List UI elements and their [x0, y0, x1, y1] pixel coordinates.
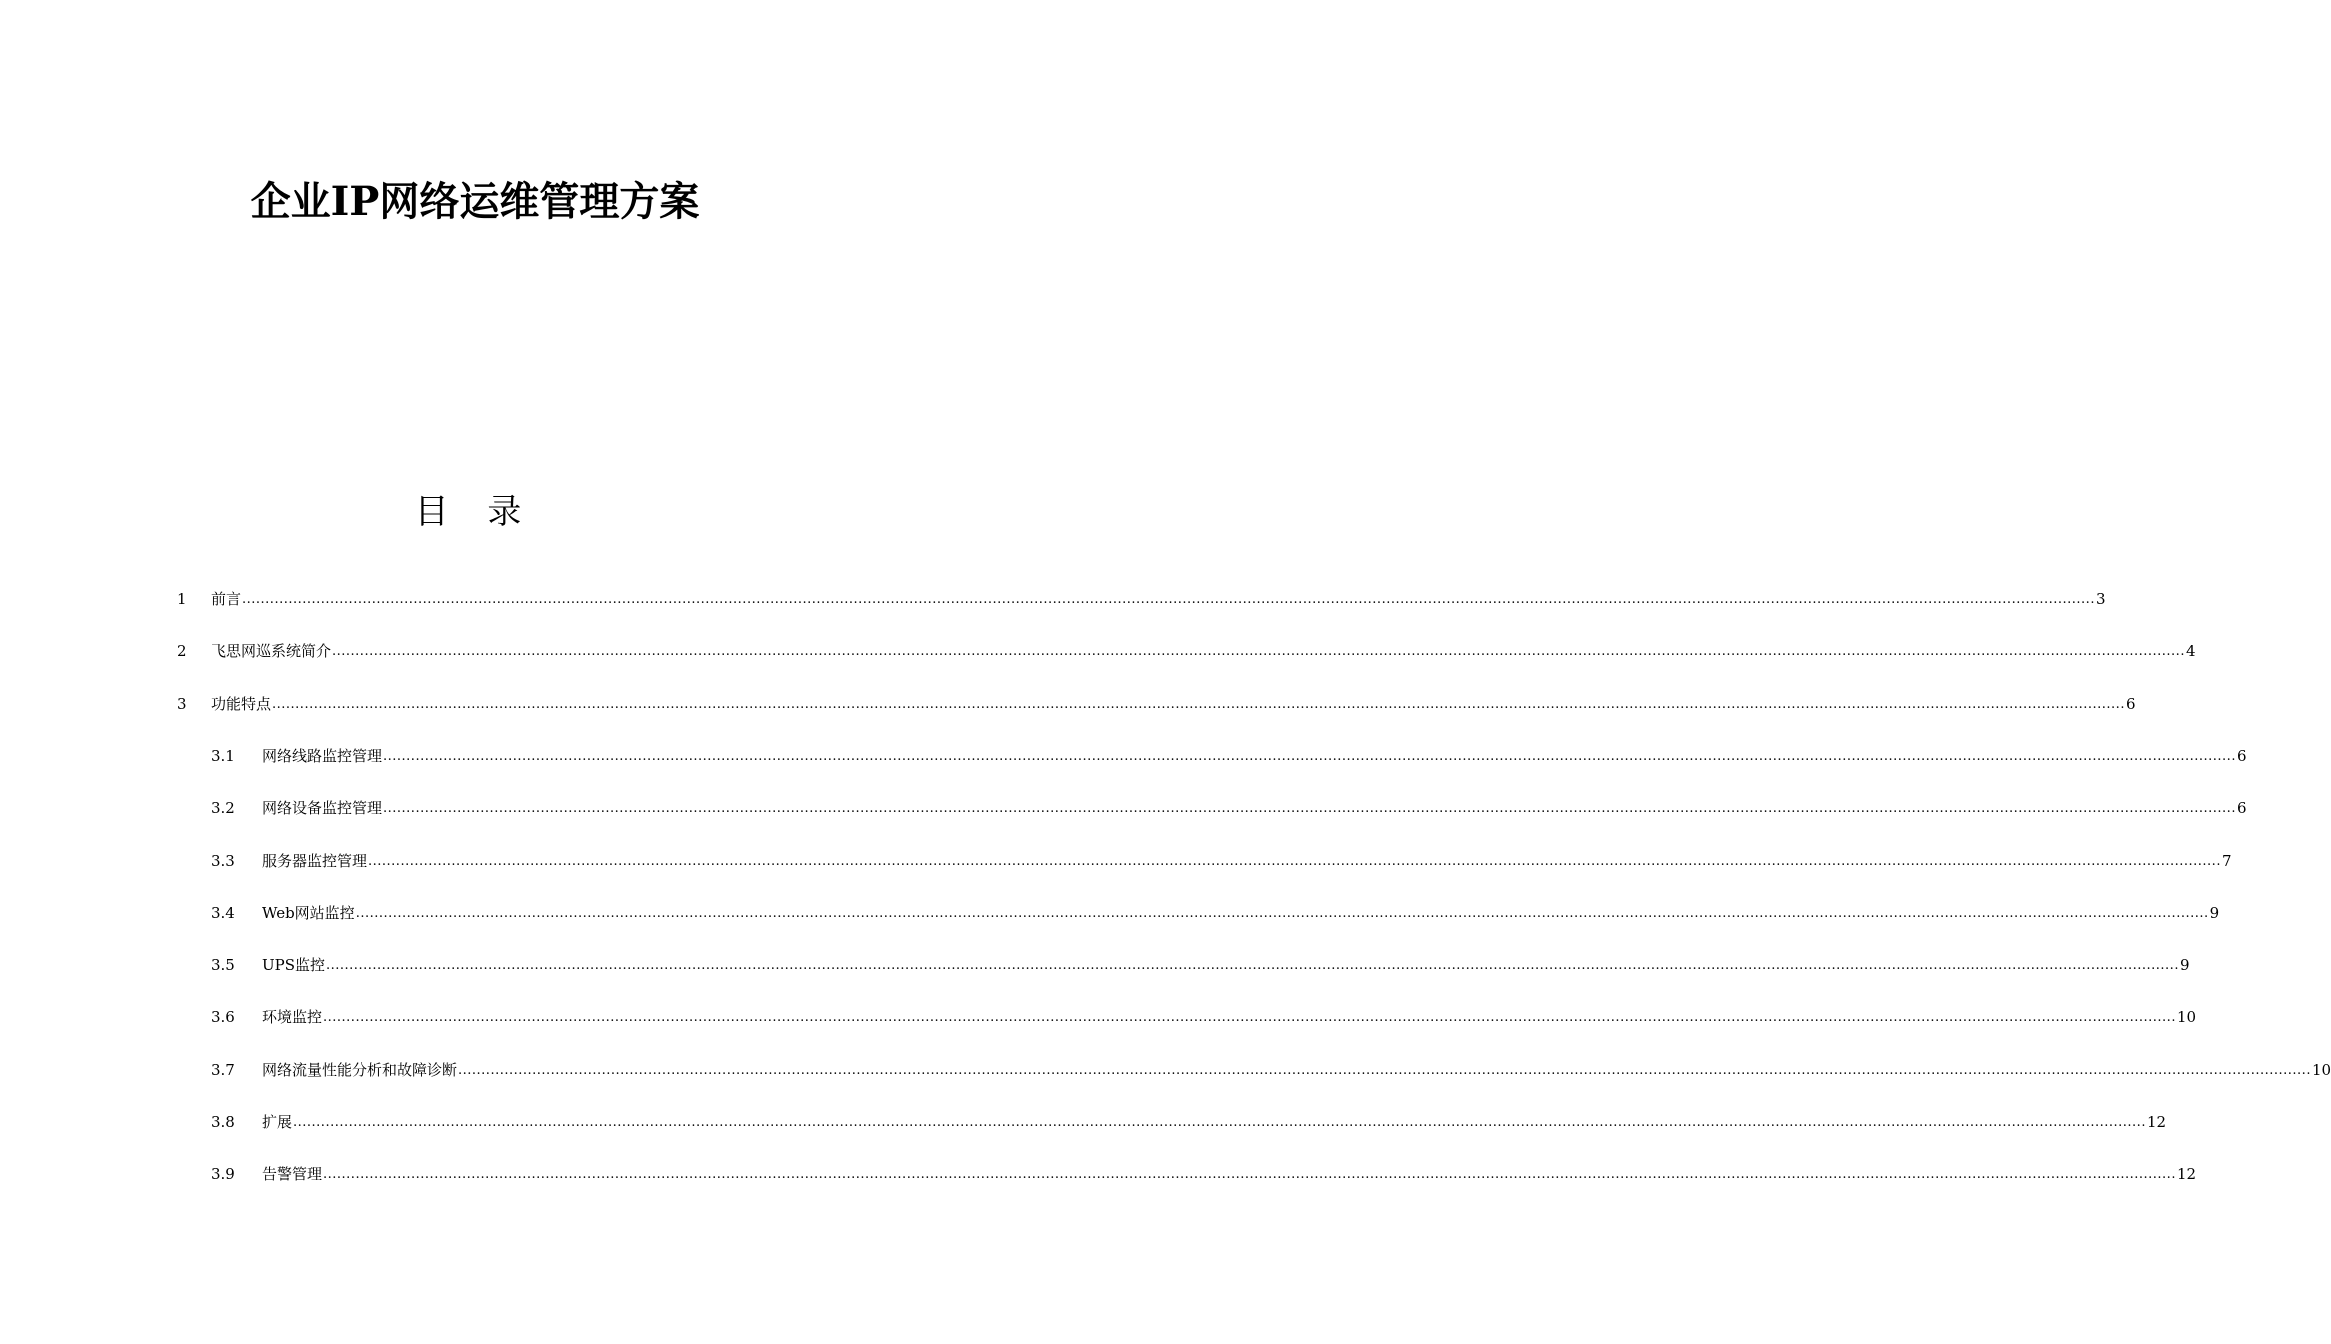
- toc-entry-page: 10: [2311, 1060, 2331, 1079]
- toc-entry-number: 3.6: [211, 1008, 235, 1027]
- toc-entry-label: 飞思网巡系统简介: [211, 642, 332, 661]
- toc-entry-number: 3.4: [211, 903, 235, 922]
- toc-entry-label: 网络流量性能分析和故障诊断: [262, 1060, 458, 1079]
- toc-dot-leader: ................................................................................................................................................................................................................................................................................................................................................................................................................: [242, 592, 2095, 607]
- toc-entry[interactable]: [0, 796, 2247, 820]
- toc-entry-page: 7: [2221, 851, 2232, 870]
- toc-dot-leader: ................................................................................................................................................................................................................................................................................................................................................................................................................: [383, 801, 2236, 817]
- document-title: 企业IP网络运维管理方案: [250, 178, 700, 225]
- toc-dot-leader: ................................................................................................................................................................................................................................................................................................................................................................................................................: [272, 696, 2125, 712]
- toc-entry-number: 3.3: [211, 851, 235, 870]
- toc-entry-page: 3: [2095, 590, 2106, 608]
- toc-entry-page: 4: [2185, 642, 2196, 661]
- toc-entry-number: 3.7: [211, 1060, 235, 1079]
- toc-entry-page: 10: [2176, 1008, 2197, 1027]
- toc-entry[interactable]: [0, 1110, 2167, 1134]
- toc-entry-label: 网络线路监控管理: [262, 746, 383, 765]
- toc-entry[interactable]: [0, 587, 2106, 611]
- toc-entry-number: 3: [177, 694, 187, 713]
- toc-entry-number: 3.2: [211, 799, 235, 818]
- toc-entry-number: 1: [177, 590, 187, 608]
- toc-entry-label: 功能特点: [211, 694, 272, 713]
- toc-entry-page: 6: [2236, 799, 2247, 818]
- toc-dot-leader: ................................................................................................................................................................................................................................................................................................................................................................................................................: [326, 958, 2179, 974]
- toc-entry[interactable]: [0, 953, 2190, 977]
- toc-entry-label: 扩展: [262, 1113, 293, 1131]
- toc-dot-leader: ................................................................................................................................................................................................................................................................................................................................................................................................................: [293, 1115, 2146, 1130]
- toc-entry[interactable]: [0, 639, 2196, 663]
- toc-heading: 目 录: [414, 492, 536, 532]
- toc-entry-label: 环境监控: [262, 1008, 323, 1027]
- toc-entry[interactable]: [0, 1162, 2197, 1186]
- toc-entry-page: 12: [2146, 1113, 2167, 1131]
- toc-dot-leader: ................................................................................................................................................................................................................................................................................................................................................................................................................: [458, 1062, 2311, 1078]
- toc-entry-number: 3.9: [211, 1165, 235, 1184]
- toc-entry-label: 网络设备监控管理: [262, 799, 383, 818]
- toc-dot-leader: ................................................................................................................................................................................................................................................................................................................................................................................................................: [323, 1010, 2176, 1026]
- toc-entry-number: 2: [177, 642, 187, 661]
- toc-entry-label: 告警管理: [262, 1165, 323, 1184]
- toc-entry-page: 9: [2209, 903, 2220, 922]
- toc-entry-label: UPS监控: [262, 956, 326, 975]
- toc-entry-page: 6: [2236, 746, 2247, 765]
- toc-entry[interactable]: [0, 849, 2232, 873]
- toc-entry-label: Web网站监控: [262, 903, 355, 922]
- toc-entry-page: 9: [2179, 956, 2190, 975]
- toc-entry[interactable]: [0, 1058, 2331, 1082]
- toc-entry-label: 前言: [211, 590, 242, 608]
- toc-entry-label: 服务器监控管理: [262, 851, 368, 870]
- toc-entry[interactable]: [0, 901, 2220, 925]
- toc-entry-page: 12: [2176, 1165, 2197, 1184]
- toc-dot-leader: ................................................................................................................................................................................................................................................................................................................................................................................................................: [383, 748, 2236, 764]
- toc-entry-number: 3.1: [211, 746, 235, 765]
- toc-entry[interactable]: [0, 1005, 2197, 1029]
- toc-entry-number: 3.5: [211, 956, 235, 975]
- toc-dot-leader: ................................................................................................................................................................................................................................................................................................................................................................................................................: [323, 1167, 2176, 1183]
- toc-dot-leader: ................................................................................................................................................................................................................................................................................................................................................................................................................: [332, 644, 2185, 660]
- toc-entry[interactable]: [0, 692, 2136, 716]
- toc-dot-leader: ................................................................................................................................................................................................................................................................................................................................................................................................................: [368, 853, 2221, 869]
- toc-entry[interactable]: [0, 744, 2247, 768]
- toc-dot-leader: ................................................................................................................................................................................................................................................................................................................................................................................................................: [355, 905, 2209, 921]
- toc-entry-number: 3.8: [211, 1113, 235, 1131]
- toc-entry-page: 6: [2125, 694, 2136, 713]
